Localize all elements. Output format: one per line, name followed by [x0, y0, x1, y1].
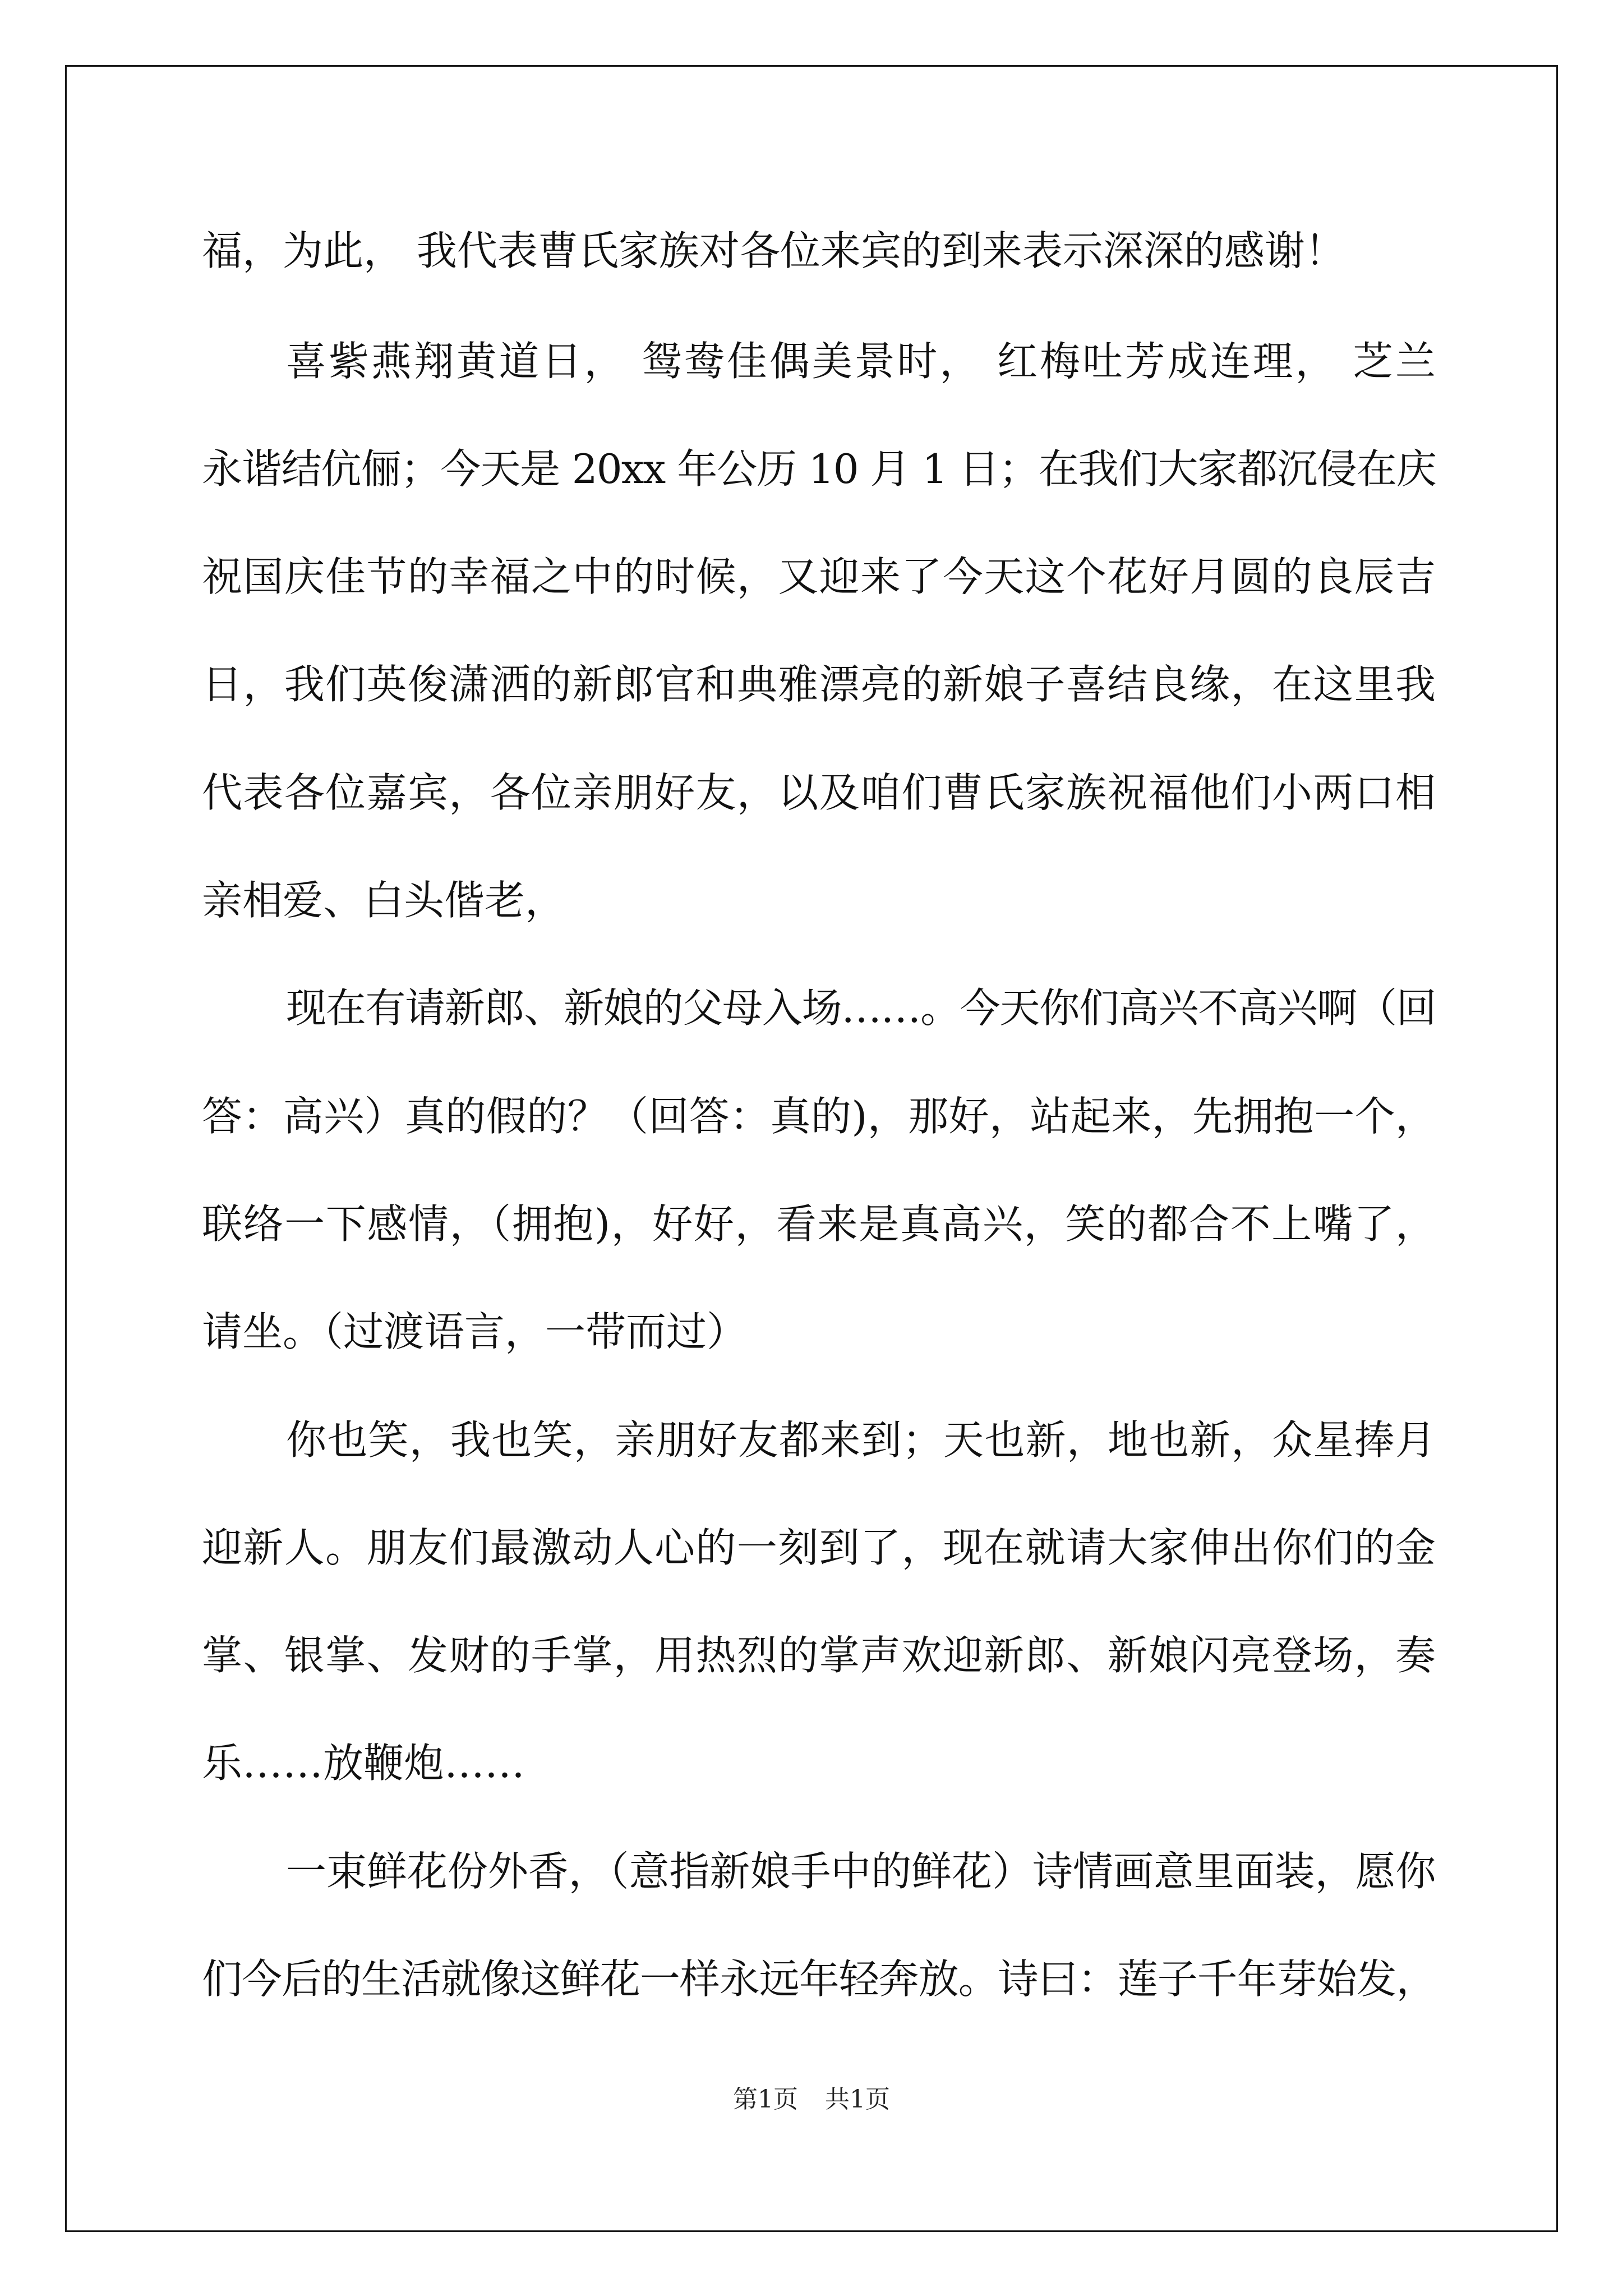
- page-footer: [0, 2083, 1623, 2116]
- text-line: 亲相爱、白头偕老，: [202, 877, 566, 924]
- text-line: 喜紫燕翔黄道日， 鸳鸯佳偶美景时， 红梅吐芳成连理， 芝兰: [286, 338, 1436, 385]
- page-number: 第1页: [733, 2085, 798, 2114]
- text-line: 们今后的生活就像这鲜花一样永远年轻奔放。诗曰：莲子千年芽始发，: [202, 1955, 1436, 2003]
- text-line: 联络一下感情，（拥抱)，好好，看来是真高兴，笑的都合不上嘴了，: [202, 1200, 1436, 1248]
- page-border: [65, 65, 1558, 2232]
- text-line: 现在有请新郎、新娘的父母入场……。今天你们高兴不高兴啊（回: [286, 984, 1436, 1032]
- text-line: 乐……放鞭炮……: [202, 1740, 525, 1787]
- text-line: 你也笑，我也笑，亲朋好友都来到；天也新，地也新，众星捧月: [286, 1416, 1436, 1464]
- text-line: 答：高兴）真的假的？（回答：真的)，那好，站起来，先拥抱一个，: [202, 1093, 1436, 1140]
- text-line: 福，为此， 我代表曹氏家族对各位来宾的到来表示深深的感谢！: [202, 227, 1345, 274]
- text-line: 祝国庆佳节的幸福之中的时候，又迎来了今天这个花好月圆的良辰吉: [202, 553, 1436, 600]
- page-total: 共1页: [825, 2085, 890, 2114]
- text-line: 日，我们英俊潇洒的新郎官和典雅漂亮的新娘子喜结良缘，在这里我: [202, 661, 1436, 708]
- text-line: 一束鲜花份外香，（意指新娘手中的鲜花）诗情画意里面装，愿你: [286, 1848, 1436, 1895]
- text-line: 请坐。（过渡语言，一带而过）: [202, 1308, 748, 1355]
- text-line: 永谐结伉俪；今天是 20xx 年公历 10 月 1 日；在我们大家都沉侵在庆: [202, 445, 1436, 493]
- text-line: 代表各位嘉宾，各位亲朋好友，以及咱们曹氏家族祝福他们小两口相: [202, 769, 1436, 816]
- text-line: 掌、银掌、发财的手掌，用热烈的掌声欢迎新郎、新娘闪亮登场，奏: [202, 1632, 1436, 1679]
- text-line: 迎新人。朋友们最激动人心的一刻到了，现在就请大家伸出你们的金: [202, 1524, 1436, 1571]
